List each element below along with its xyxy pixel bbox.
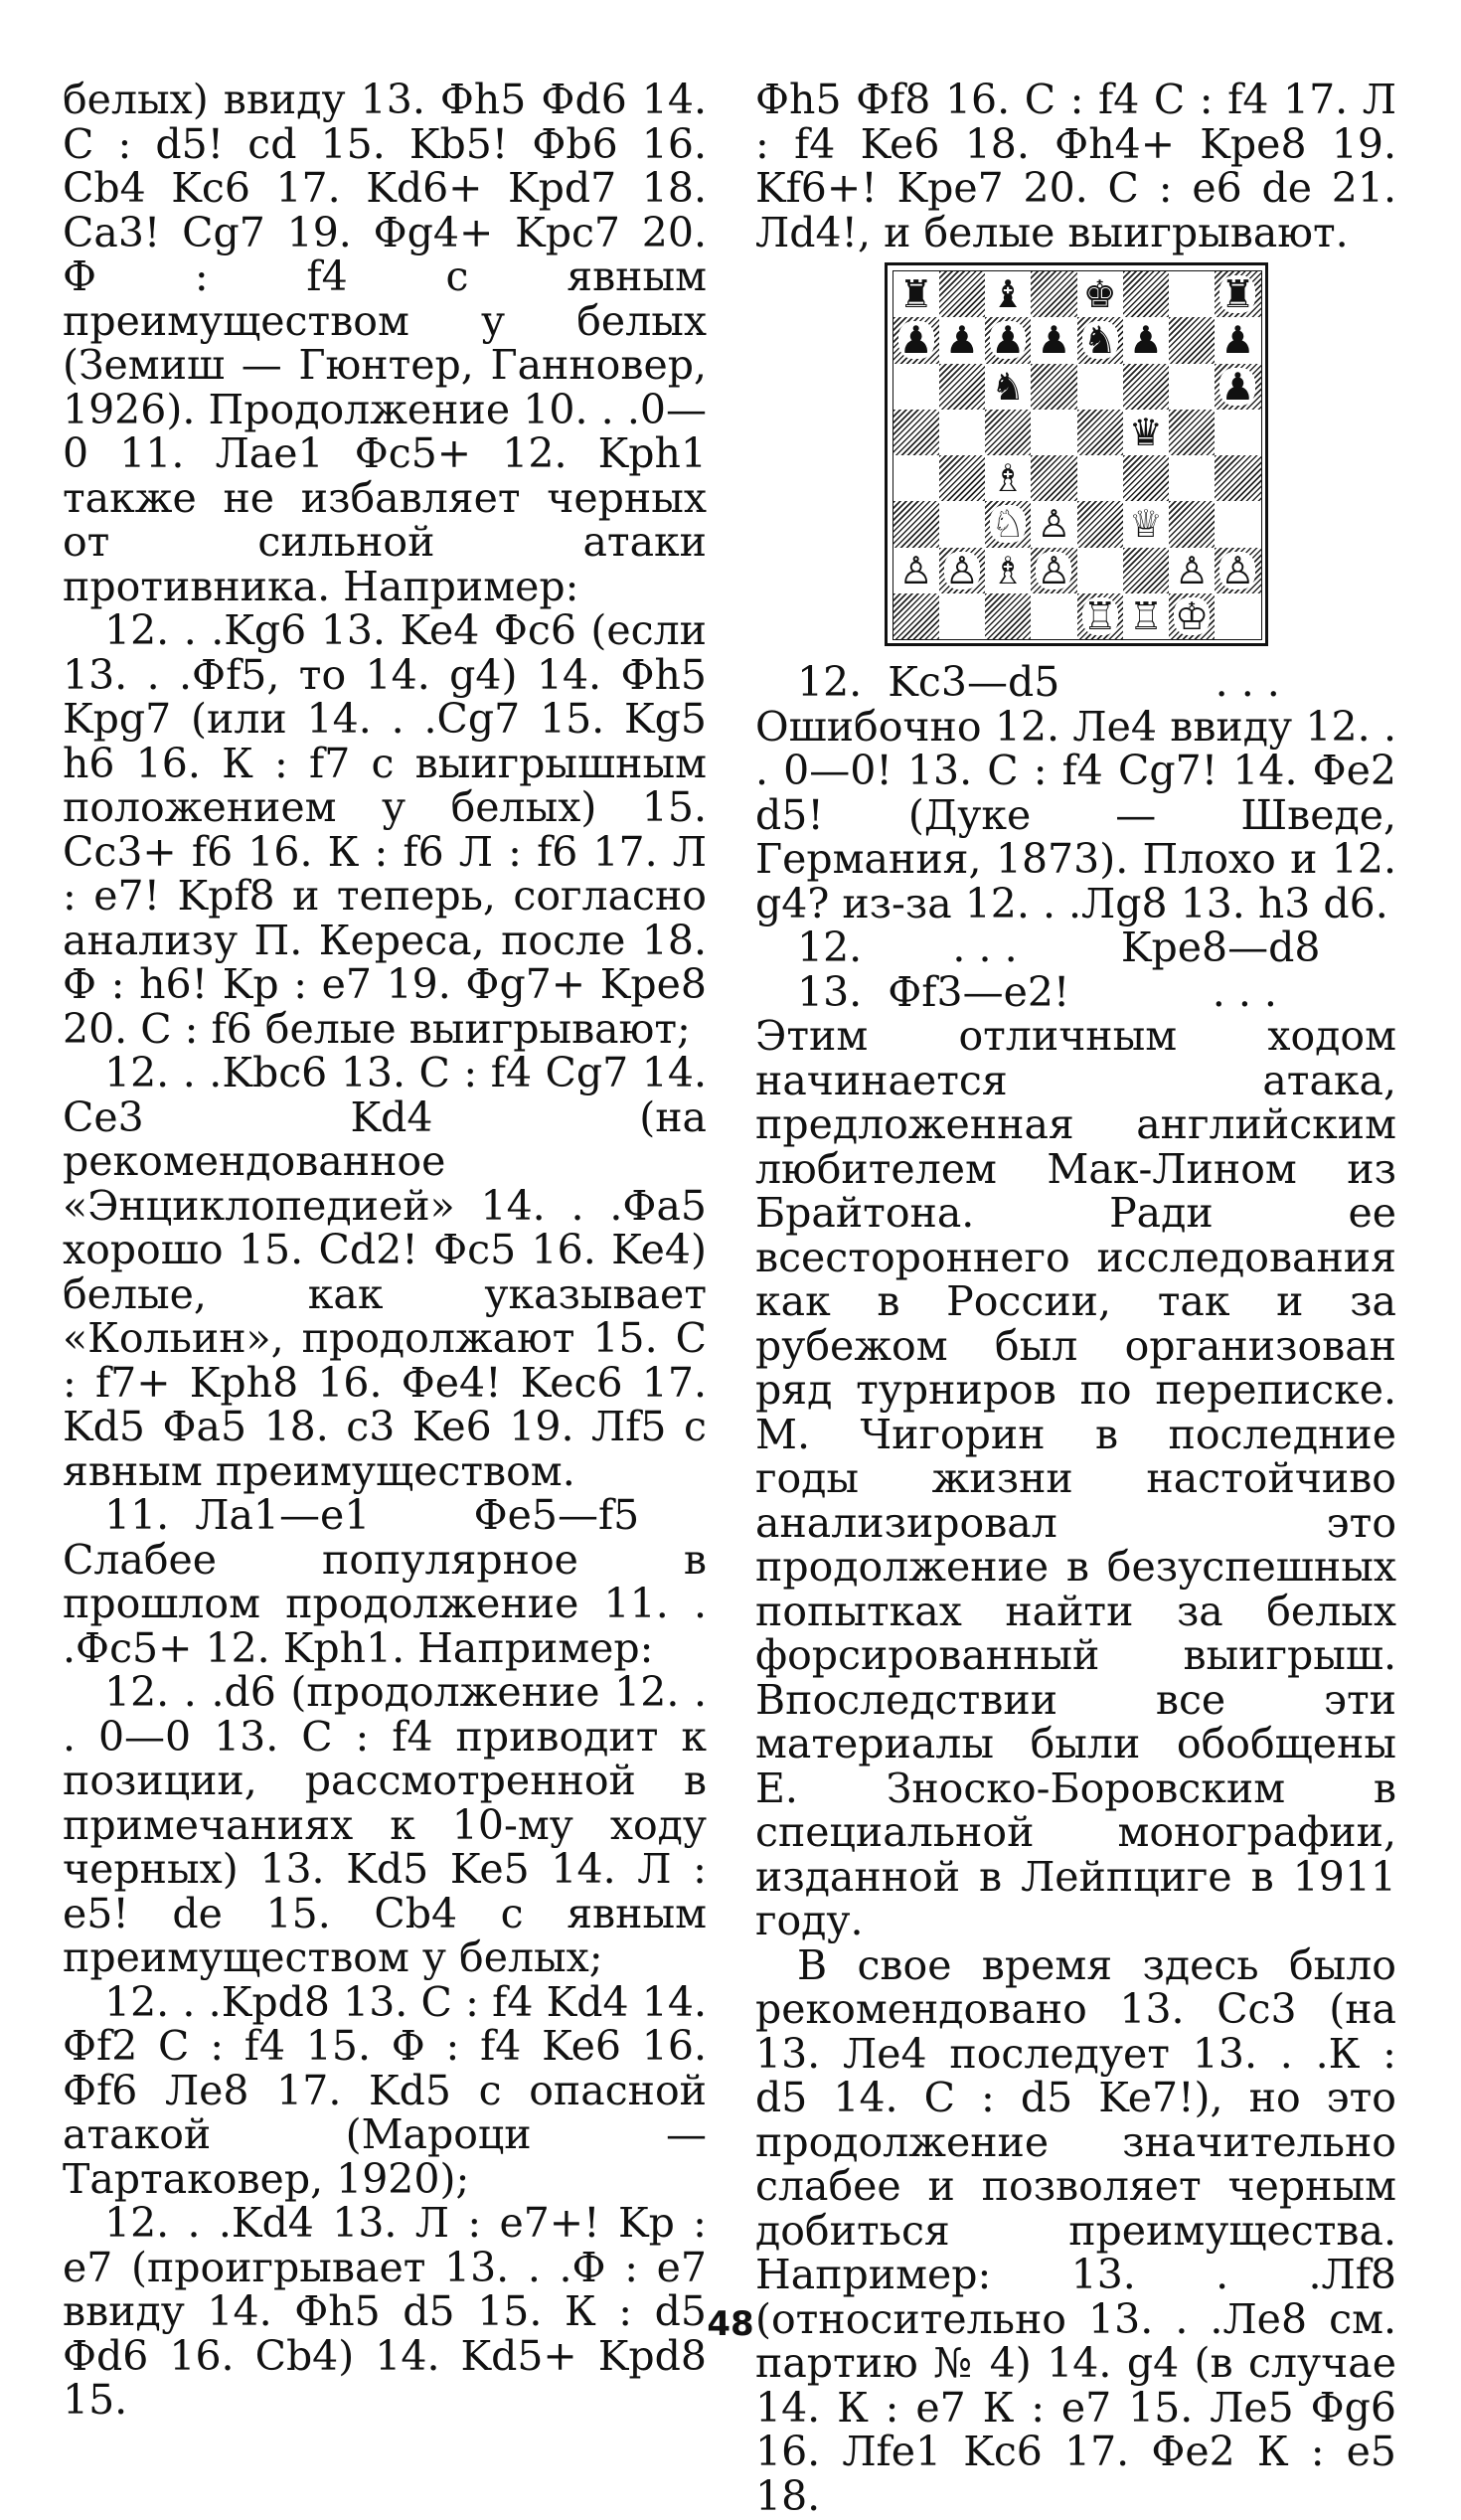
board-square <box>985 271 1031 317</box>
board-square <box>893 593 939 639</box>
chess-board <box>893 270 1262 640</box>
board-square <box>985 501 1031 547</box>
board-square <box>1123 548 1169 593</box>
board-square <box>985 548 1031 593</box>
page-number: 48 <box>707 2304 754 2344</box>
chess-piece: ♟ <box>1128 318 1163 363</box>
board-square <box>1169 501 1215 547</box>
board-square <box>1169 364 1215 410</box>
board-square <box>1077 364 1123 410</box>
board-square <box>1215 317 1260 363</box>
chess-piece: ♚ <box>1082 272 1117 317</box>
board-square <box>1077 317 1123 363</box>
move-line: 12. . . . Kpe8—d8 <box>797 924 1321 971</box>
board-square <box>1123 455 1169 501</box>
board-square <box>893 317 939 363</box>
chess-piece: ♙ <box>1037 502 1071 547</box>
board-square <box>1169 410 1215 455</box>
board-square <box>1215 593 1260 639</box>
chess-piece: ♜ <box>1220 272 1255 317</box>
paragraph: В свое время здесь было рекомендовано 13. Cc3 (на 13. Лe4 последует 13. . .К : d5 14. С : d5 Ke7!), но это продолжение значительно слабее и позволяет черным добиться преимущества. Например: 13. . .Лf8 (относительно 13. . .Лe8 см. партию № 4) 14. g4 (в случае 14. К : e7 К : e7 15. Лe5 Фg6 16. Лfe1 Kc6 17. Фe2 К : e5 18. <box>755 1940 1396 2520</box>
board-square <box>1077 548 1123 593</box>
board-square <box>1077 501 1123 547</box>
board-square <box>1215 271 1260 317</box>
chess-piece: ♗ <box>991 456 1026 501</box>
board-square <box>985 593 1031 639</box>
chess-piece: ♖ <box>1082 593 1117 638</box>
board-square <box>1077 455 1123 501</box>
chess-piece: ♟ <box>991 318 1026 363</box>
board-square <box>1169 548 1215 593</box>
board-square <box>893 271 939 317</box>
chess-piece: ♝ <box>991 272 1026 317</box>
board-square <box>1077 593 1123 639</box>
chess-piece: ♟ <box>1220 318 1255 363</box>
chess-piece: ♙ <box>944 548 979 592</box>
chess-piece: ♖ <box>1128 593 1163 638</box>
paragraph: 12. . .Kg6 13. Ke4 Фc6 (если 13. . .Фf5, то 14. g4) 14. Фh5 Kpg7 (или 14. . .Cg7 15. Kg5 h6 16. К : f7 с выигрышным положением у белых) 15. Cc3+ f6 16. К : f6 Л : f6 17. Л : e7! Kpf8 и теперь, согласно анализу П. Кереса, после 18. Ф : h6! Kp : e7 19. Фg7+ Kpe8 20. С : f6 белые выигрывают; <box>63 606 707 1053</box>
board-square <box>985 455 1031 501</box>
board-square <box>939 364 985 410</box>
board-square <box>1169 593 1215 639</box>
paragraph: Ошибочно 12. Лe4 ввиду 12. . . 0—0! 13. С : f4 Cg7! 14. Фe2 d5! (Дуке — Шведе, Германия, 1873). Плохо и 12. g4? из-за 12. . .Лg8 13. h3 d6. <box>755 702 1396 927</box>
board-square <box>939 593 985 639</box>
paragraph: 12. . .Kpd8 13. С : f4 Kd4 14. Фf2 С : f4 15. Ф : f4 Ke6 16. Фf6 Лe8 17. Kd5 с опасной атакой (Мароци — Тартаковер, 1920); <box>63 1977 707 2203</box>
board-square <box>893 410 939 455</box>
board-square <box>893 364 939 410</box>
chess-piece: ♙ <box>1175 548 1210 592</box>
chess-piece: ♟ <box>1220 364 1255 409</box>
board-square <box>1169 455 1215 501</box>
board-square <box>1169 317 1215 363</box>
board-square <box>1215 548 1260 593</box>
chess-piece: ♟ <box>898 318 933 363</box>
board-square <box>893 548 939 593</box>
paragraph: 12. . .d6 (продолжение 12. . . 0—0 13. С : f4 приводит к позиции, рассмотренной в примечаниях к 10-му ходу черных) 13. Kd5 Ke5 14. Л : e5! de 15. Cb4 с явным преимуществом у белых; <box>63 1668 707 1981</box>
board-square <box>1123 593 1169 639</box>
board-square <box>1215 501 1260 547</box>
right-paragraph-continuation: Фh5 Фf8 16. С : f4 С : f4 17. Л : f4 Ke6 18. Фh4+ Kpe8 19. Kf6+! Kpe7 20. С : e6 de 21. Лd4!, и белые выигрывают. <box>755 76 1396 256</box>
chess-piece: ♞ <box>1082 318 1117 363</box>
board-square <box>1031 593 1076 639</box>
chess-piece: ♟ <box>944 318 979 363</box>
board-square <box>1169 271 1215 317</box>
board-square <box>1123 271 1169 317</box>
board-square <box>1077 271 1123 317</box>
right-column-body <box>755 660 1396 2518</box>
move-line: 13. Фf3—e2! . . . <box>797 967 1277 1016</box>
chess-piece: ♙ <box>1220 548 1255 592</box>
right-column <box>755 78 1396 2518</box>
board-square <box>985 410 1031 455</box>
board-square <box>1031 548 1076 593</box>
board-square <box>939 548 985 593</box>
board-square <box>1031 271 1076 317</box>
chess-diagram <box>885 262 1268 646</box>
paragraph: Слабее популярное в прошлом продолжение 11. . .Фc5+ 12. Kph1. Например: <box>63 1535 707 1672</box>
board-square <box>939 501 985 547</box>
paragraph: 12. . .Kbc6 13. С : f4 Cg7 14. Ce3 Kd4 (на рекомендованное «Энциклопедией» 14. . .Фa5 хорошо 15. Cd2! Фc5 16. Ke4) белые, как указывает «Кольин», продолжают 15. С : f7+ Kph8 16. Фe4! Kec6 17. Kd5 Фa5 18. c3 Ke6 19. Лf5 с явным преимуществом. <box>63 1049 707 1495</box>
board-square <box>1031 317 1076 363</box>
board-square <box>1031 410 1076 455</box>
board-square <box>985 317 1031 363</box>
board-square <box>939 271 985 317</box>
chess-piece: ♙ <box>1037 548 1071 592</box>
chess-piece: ♟ <box>1037 318 1071 363</box>
left-column <box>63 78 707 2423</box>
paragraph: белых) ввиду 13. Фh5 Фd6 14. С : d5! cd 15. Kb5! Фb6 16. Cb4 Kc6 17. Kd6+ Kpd7 18. Ca3! Cg7 19. Фg4+ Kpc7 20. Ф : f4 с явным преимуществом у белых (Земиш — Гюнтер, Ганновер, 1926). Продолжение 10. . .0—0 11. Лae1 Фc5+ 12. Kph1 также не избавляет черных от сильной атаки противника. Например: <box>63 76 707 610</box>
board-square <box>1123 317 1169 363</box>
board-square <box>985 364 1031 410</box>
chess-piece: ♔ <box>1175 593 1210 638</box>
chess-piece: ♜ <box>898 272 933 317</box>
chess-piece: ♞ <box>991 364 1026 409</box>
board-square <box>1123 501 1169 547</box>
board-square <box>1123 364 1169 410</box>
chess-piece: ♙ <box>898 548 933 592</box>
board-square <box>939 317 985 363</box>
paragraph: Этим отличным ходом начинается атака, предложенная английским любителем Мак-Лином из Брайтона. Ради ее всестороннего исследования как в России, так и за рубежом был организован ряд турниров по переписке. М. Чигорин в последние годы жизни настойчиво анализировал это продолжение в безуспешных попытках найти за белых форсированный выигрыш. Впоследствии все эти материалы были обобщены Е. Зноско-Боровским в специальной монографии, изданной в Лейпциге в 1911 году. <box>755 1012 1396 1944</box>
chess-piece: ♗ <box>991 548 1026 592</box>
board-square <box>1215 410 1260 455</box>
move-line: 11. Лa1—e1 Фe5—f5 <box>104 1491 640 1539</box>
board-square <box>893 501 939 547</box>
board-square <box>939 455 985 501</box>
paragraph: 12. . .Kd4 13. Л : e7+! Kp : e7 (проигрывает 13. . .Ф : e7 ввиду 14. Фh5 d5 15. К : d5 Фd6 16. Cb4) 14. Kd5+ Kpd8 15. <box>63 2199 707 2424</box>
board-square <box>1031 501 1076 547</box>
chess-piece: ♛ <box>1128 410 1163 454</box>
board-square <box>939 410 985 455</box>
chess-piece: ♘ <box>991 502 1026 547</box>
board-square <box>1215 364 1260 410</box>
board-square <box>1215 455 1260 501</box>
board-square <box>893 455 939 501</box>
board-square <box>1031 455 1076 501</box>
board-square <box>1123 410 1169 455</box>
move-line: 12. Kc3—d5 . . . <box>797 658 1280 706</box>
board-square <box>1077 410 1123 455</box>
chess-piece: ♕ <box>1128 502 1163 547</box>
board-square <box>1031 364 1076 410</box>
